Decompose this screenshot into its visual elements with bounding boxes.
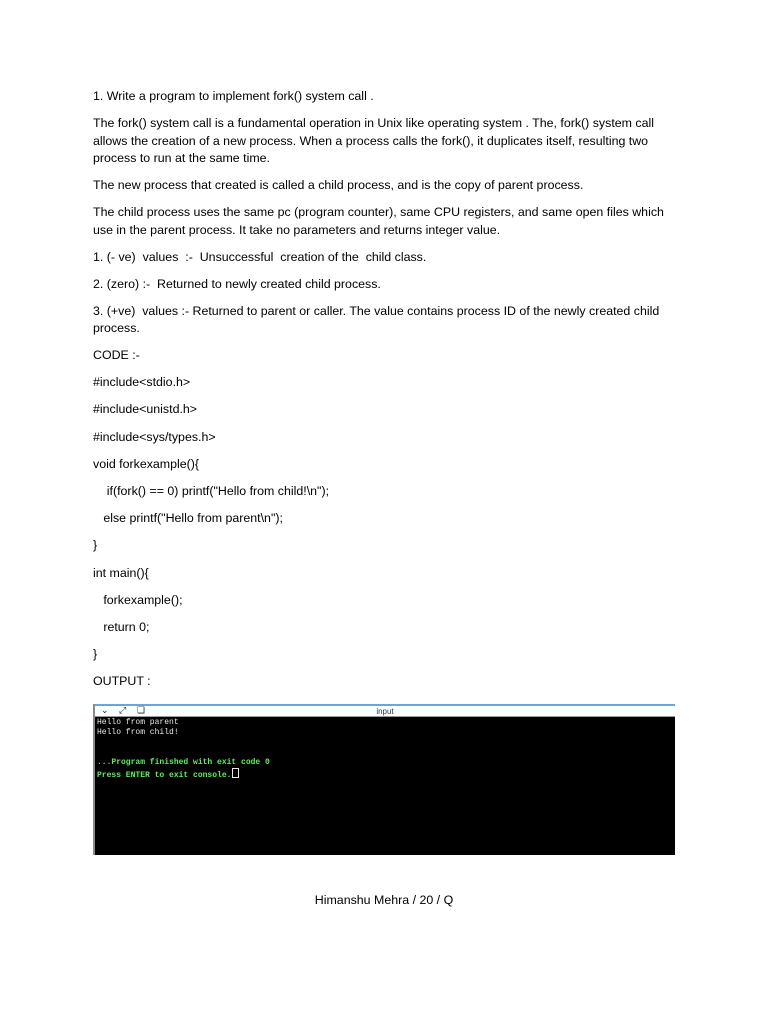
- return-value-item: 2. (zero) :- Returned to newly created child process.: [93, 276, 381, 291]
- console-line: [97, 748, 671, 758]
- code-line: if(fork() == 0) printf("Hello from child!\n");: [93, 483, 330, 498]
- return-value-item: 3. (+ve) values :- Returned to parent or caller. The value contains process ID of the newly created child process.: [93, 303, 663, 335]
- output-console-screenshot: [93, 704, 675, 855]
- code-label: CODE :-: [93, 348, 140, 362]
- output-label: OUTPUT :: [93, 674, 151, 689]
- paragraph: The new process that created is called a child process, and is the copy of parent process.: [93, 178, 584, 192]
- document-content: [93, 88, 678, 700]
- page-footer: Himanshu Mehra / 20 / Q: [314, 893, 454, 907]
- console-line: ...Program finished with exit code 0: [97, 758, 270, 767]
- chevron-down-icon[interactable]: ⌄: [101, 706, 109, 716]
- console-line: Hello from parent: [97, 718, 179, 727]
- paragraph: The fork() system call is a fundamental operation in Unix like operating system . The, fork() system call allows the creation of a new process. When a process calls the fork(), it duplicates itself, resulting two process to run at the same time.: [93, 116, 658, 165]
- code-line: }: [93, 538, 98, 553]
- code-line: #include<unistd.h>: [93, 402, 198, 417]
- code-line: void forkexample(){: [93, 456, 200, 471]
- console-line: [97, 738, 671, 748]
- paragraph: The child process uses the same pc (program counter), same CPU registers, and same open files which use in the parent process. It take no parameters and returns integer value.: [93, 205, 668, 237]
- console-output: [97, 718, 671, 778]
- code-line: #include<stdio.h>: [93, 375, 191, 390]
- code-line: #include<sys/types.h>: [93, 429, 216, 444]
- console-title: input: [376, 707, 394, 716]
- copy-icon[interactable]: ❏: [137, 706, 146, 716]
- console-line: Press ENTER to exit console.: [97, 768, 671, 778]
- question-heading: 1. Write a program to implement fork() system call .: [93, 89, 374, 103]
- console-toolbar: [95, 704, 675, 717]
- code-line: return 0;: [93, 619, 150, 634]
- code-line: forkexample();: [93, 592, 183, 607]
- console-cursor: [232, 768, 239, 778]
- code-line: int main(){: [93, 565, 149, 580]
- console-line: Hello from child!: [97, 728, 179, 737]
- expand-icon[interactable]: ⤢: [119, 706, 127, 716]
- return-value-item: 1. (- ve) values :- Unsuccessful creation of the child class.: [93, 249, 427, 264]
- code-line: else printf("Hello from parent\n");: [93, 511, 283, 526]
- code-line: }: [93, 647, 98, 662]
